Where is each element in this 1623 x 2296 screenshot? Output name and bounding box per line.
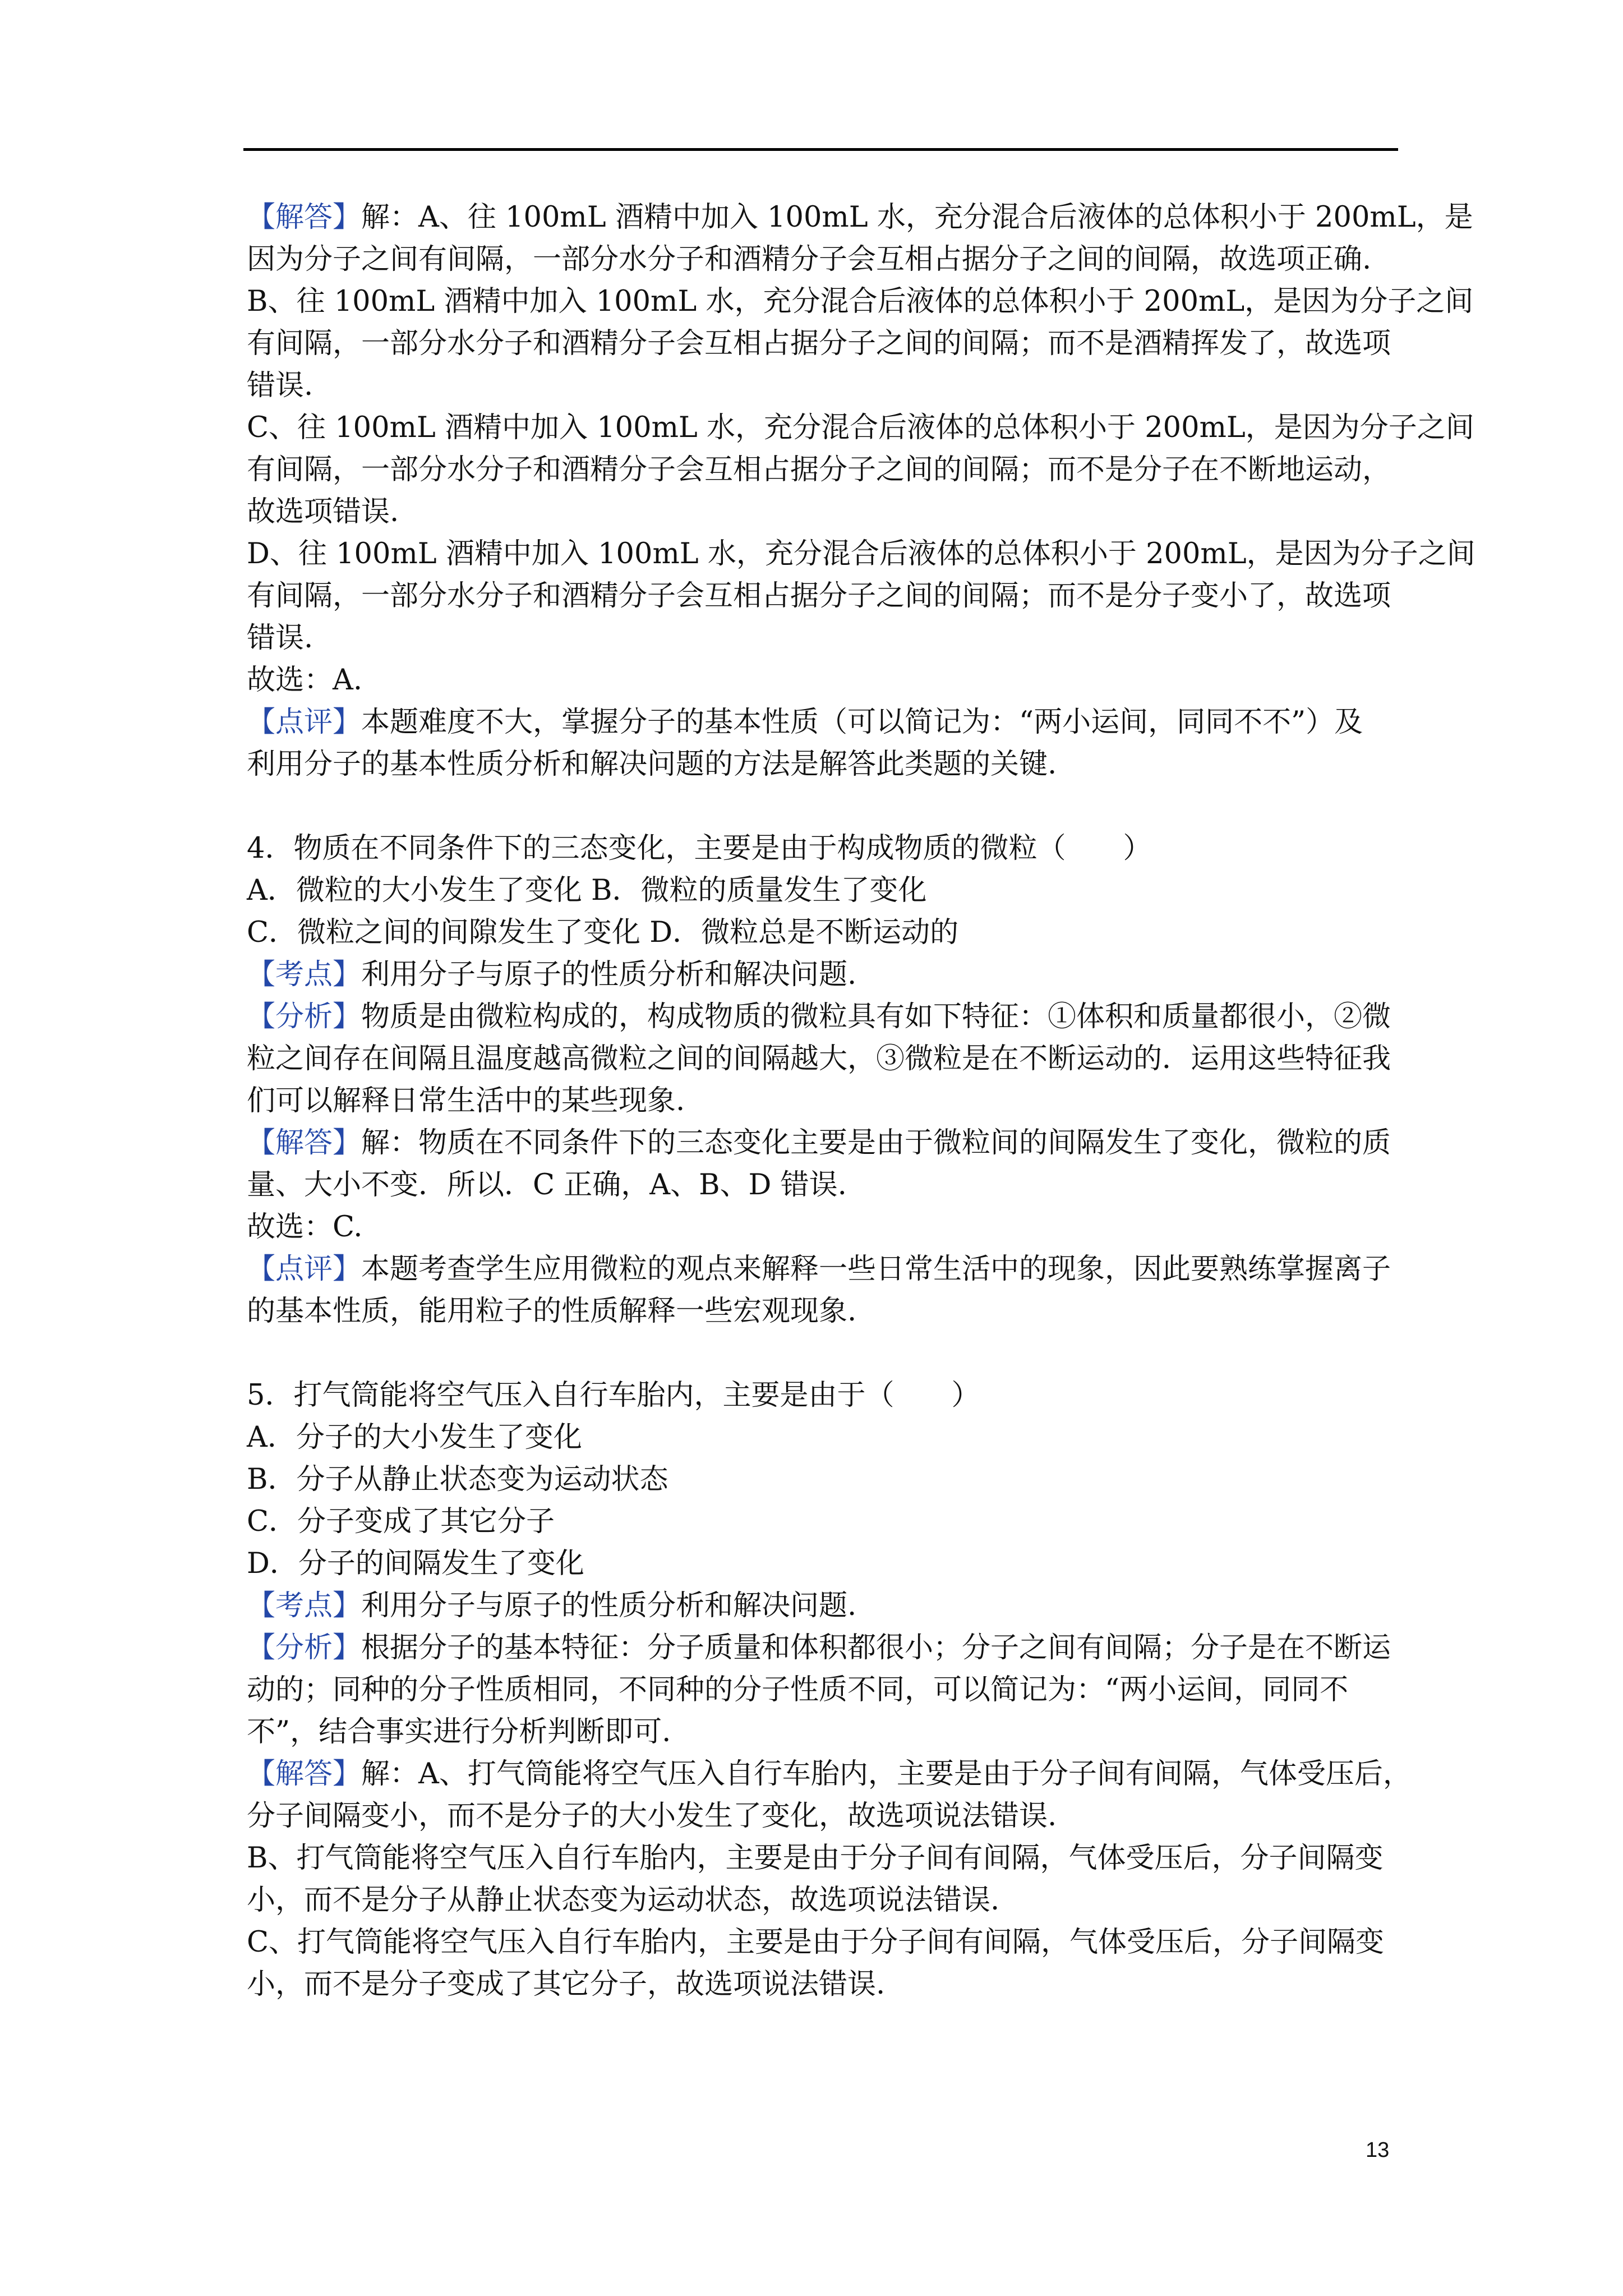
page-content [247,196,1476,2005]
q4 [247,827,1396,1332]
spacer [247,785,1396,827]
text-line: 利用分子的基本性质分析和解决问题的方法是解答此类题的关键. [247,748,1057,781]
text-line: 错误. [247,622,313,655]
text-line: C、往 100mL 酒精中加入 100mL 水，充分混合后液体的总体积小于 200mL，是因为分子之间 [247,411,1474,444]
q3-dianping [247,701,1396,785]
text-line: 物质是由微粒构成的，构成物质的微粒具有如下特征：①体积和质量都很小，②微 [361,1000,1391,1033]
text-line: 解：A、往 100mL 酒精中加入 100mL 水，充分混合后液体的总体积小于 200mL，是 [361,201,1473,234]
text-line: B、往 100mL 酒精中加入 100mL 水，充分混合后液体的总体积小于 200mL，是因为分子之间 [247,285,1474,318]
question-stem: 4．物质在不同条件下的三态变化，主要是由于构成物质的微粒（ ） [247,832,1152,865]
fenxi-tag: 【分析】 [247,1000,362,1033]
text-line: 们可以解释日常生活中的某些现象. [247,1084,685,1117]
option-line: C．微粒之间的间隙发生了变化 D．微粒总是不断运动的 [247,916,959,949]
kaodian-tag: 【考点】 [247,958,362,991]
answer-line: 故选：A. [247,664,363,697]
text-line: 分子间隔变小，而不是分子的大小发生了变化，故选项说法错误. [247,1800,1057,1833]
text-line: 不”，结合事实进行分析判断即可. [247,1715,671,1749]
text-line: 小，而不是分子变成了其它分子，故选项说法错误. [247,1968,886,2001]
text-line: 利用分子与原子的性质分析和解决问题. [361,958,857,991]
jieda-tag: 【解答】 [247,1757,362,1791]
dianping-tag: 【点评】 [247,706,362,739]
text-line: B、打气筒能将空气压入自行车胎内，主要是由于分子间有间隔，气体受压后，分子间隔变 [247,1842,1384,1875]
q3-jieda [247,196,1476,701]
jieda-tag: 【解答】 [247,201,362,234]
option-line: C．分子变成了其它分子 [247,1505,555,1538]
option-line: D．分子的间隔发生了变化 [247,1547,584,1580]
text-line: 故选项错误. [247,495,399,528]
text-line: 错误. [247,369,313,402]
text-line: 有间隔，一部分水分子和酒精分子会互相占据分子之间的间隔；而不是分子在不断地运动， [247,453,1391,486]
q5 [247,1374,1412,2005]
text-line: 粒之间存在间隔且温度越高微粒之间的间隔越大，③微粒是在不断运动的．运用这些特征我 [247,1042,1391,1075]
option-line: A．微粒的大小发生了变化 B．微粒的质量发生了变化 [247,874,927,907]
spacer [247,1332,1396,1374]
option-line: A．分子的大小发生了变化 [247,1421,582,1454]
text-line: 本题考查学生应用微粒的观点来解释一些日常生活中的现象，因此要熟练掌握离子 [361,1253,1391,1286]
text-line: 因为分子之间有间隔，一部分水分子和酒精分子会互相占据分子之间的间隔，故选项正确. [247,243,1372,276]
jieda-tag: 【解答】 [247,1126,362,1159]
kaodian-tag: 【考点】 [247,1589,362,1622]
answer-line: 故选：C. [247,1211,363,1244]
text-line: 动的；同种的分子性质相同，不同种的分子性质不同，可以简记为：“两小运间，同同不 [247,1673,1349,1706]
text-line: C、打气筒能将空气压入自行车胎内，主要是由于分子间有间隔，气体受压后，分子间隔变 [247,1926,1385,1959]
text-line: 本题难度不大，掌握分子的基本性质（可以简记为：“两小运间，同同不不”）及 [361,706,1363,739]
text-line: 量、大小不变．所以．C 正确，A、B、D 错误. [247,1168,847,1202]
text-line: 有间隔，一部分水分子和酒精分子会互相占据分子之间的间隔；而不是酒精挥发了，故选项 [247,327,1391,360]
question-stem: 5．打气筒能将空气压入自行车胎内，主要是由于（ ） [247,1379,980,1412]
page-number: 13 [1366,2138,1390,2162]
header-rule [243,148,1398,151]
dianping-tag: 【点评】 [247,1253,362,1286]
text-line: 解：A、打气筒能将空气压入自行车胎内，主要是由于分子间有间隔，气体受压后， [361,1757,1412,1791]
text-line: 利用分子与原子的性质分析和解决问题. [361,1589,857,1622]
text-line: 的基本性质，能用粒子的性质解释一些宏观现象. [247,1295,857,1328]
option-line: B．分子从静止状态变为运动状态 [247,1463,668,1496]
text-line: 根据分子的基本特征：分子质量和体积都很小；分子之间有间隔；分子是在不断运 [361,1631,1391,1664]
fenxi-tag: 【分析】 [247,1631,362,1664]
text-line: D、往 100mL 酒精中加入 100mL 水，充分混合后液体的总体积小于 200mL，是因为分子之间 [247,537,1476,570]
text-line: 有间隔，一部分水分子和酒精分子会互相占据分子之间的间隔；而不是分子变小了，故选项 [247,579,1391,613]
text-line: 小，而不是分子从静止状态变为运动状态，故选项说法错误. [247,1884,1000,1917]
text-line: 解：物质在不同条件下的三态变化主要是由于微粒间的间隔发生了变化，微粒的质 [361,1126,1391,1159]
